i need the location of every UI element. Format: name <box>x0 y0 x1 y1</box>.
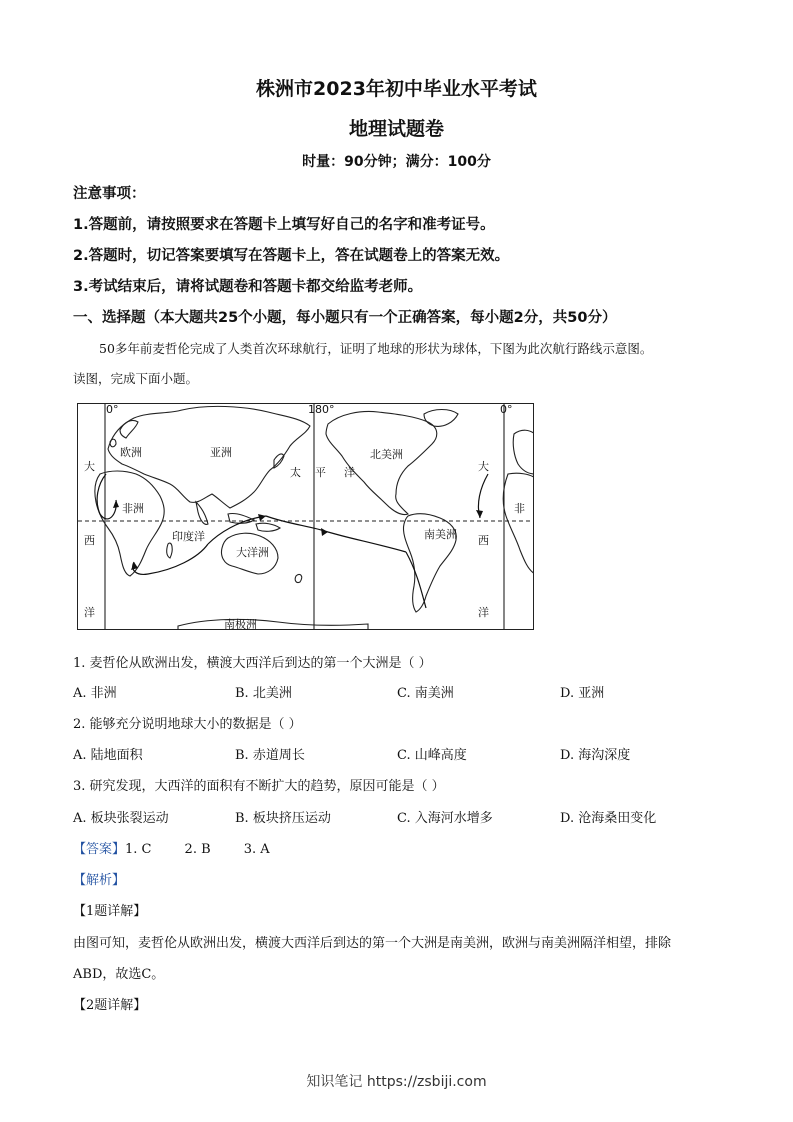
label-lon0-left: 0° <box>106 404 119 416</box>
label-antarctica: 南极洲 <box>224 618 257 630</box>
label-south-america: 南美洲 <box>424 528 457 541</box>
notice-heading: 注意事项： <box>73 186 146 202</box>
exam-title: 株洲市2023年初中毕业水平考试 <box>256 78 537 100</box>
label-europe: 欧洲 <box>120 446 142 459</box>
q2-option-c: C. 山峰高度 <box>397 748 467 763</box>
label-pacific-1: 太 <box>290 466 301 479</box>
label-asia: 亚洲 <box>210 446 232 459</box>
label-lon0-right: 0° <box>500 404 513 416</box>
q1-option-a: A. 非洲 <box>73 686 117 701</box>
label-atlantic-right-1: 大 <box>478 460 489 473</box>
arrow-5 <box>258 514 266 521</box>
q2-option-b: B. 赤道周长 <box>235 748 305 763</box>
antarctica-shape <box>178 619 368 630</box>
label-pacific-2: 平 <box>315 466 326 479</box>
exam-subtitle: 地理试题卷 <box>348 118 444 140</box>
notice-item-2: 2.答题时，切记答案要填写在答题卡上，答在试题卷上的答案无效。 <box>73 248 510 264</box>
question-3-stem: 3. 研究发现，大西洋的面积有不断扩大的趋势，原因可能是（ ） <box>73 779 445 794</box>
route-europe-out <box>97 474 116 519</box>
arrow-1 <box>113 500 119 508</box>
africa-right-shape <box>503 473 534 574</box>
q2-option-d: D. 海沟深度 <box>560 748 631 763</box>
britain-shape <box>110 439 116 447</box>
time-score: 时量：90分钟；满分：100分 <box>302 154 491 170</box>
intro-line-2: 读图，完成下面小题。 <box>73 371 199 386</box>
answer-values: 1. C 2. B 3. A <box>125 842 270 857</box>
label-north-america: 北美洲 <box>370 448 403 461</box>
question-1-stem: 1. 麦哲伦从欧洲出发，横渡大西洋后到达的第一个大洲是（ ） <box>73 656 432 671</box>
section-heading: 一、选择题（本大题共25个小题，每小题只有一个正确答案，每小题2分，共50分） <box>73 310 617 326</box>
notice-item-1: 1.答题前，请按照要求在答题卡上填写好自己的名字和准考证号。 <box>73 217 495 233</box>
route-pacific <box>266 516 406 552</box>
label-oceania: 大洋洲 <box>236 546 269 559</box>
footer-watermark: 知识笔记 https://zsbiji.com <box>306 1074 487 1090</box>
label-africa-right: 非 <box>514 502 525 515</box>
madagascar-shape <box>167 543 172 558</box>
label-pacific-3: 洋 <box>344 466 355 479</box>
europe-right-shape <box>513 430 534 474</box>
new-guinea-shape <box>256 523 280 531</box>
islands-shape <box>228 513 254 523</box>
greenland-shape <box>424 410 458 427</box>
answer-line <box>73 838 270 857</box>
q3-option-a: A. 板块张裂运动 <box>73 811 169 826</box>
q1-option-c: C. 南美洲 <box>397 686 454 701</box>
scandinavia-shape <box>120 420 138 438</box>
label-atlantic-left-3: 洋 <box>84 606 95 619</box>
intro-line-1: 50多年前麦哲伦完成了人类首次环球航行，证明了地球的形状为球体，下图为此次航行路线示意图。 <box>99 341 653 356</box>
voyage-route-map <box>77 403 534 630</box>
voyage-map-svg <box>78 404 534 630</box>
q3-option-c: C. 入海河水增多 <box>397 811 493 826</box>
q1-analysis-line-1: 由图可知，麦哲伦从欧洲出发，横渡大西洋后到达的第一个大洲是南美洲，欧洲与南美洲隔洋相望，排除 <box>73 936 672 951</box>
label-atlantic-left-2: 西 <box>84 534 95 547</box>
q1-analysis-line-2: ABD，故选C。 <box>73 967 165 982</box>
route-south-america <box>406 552 426 608</box>
new-zealand-shape <box>295 574 301 582</box>
north-america-shape <box>326 412 437 515</box>
q1-option-b: B. 北美洲 <box>235 686 292 701</box>
question-2-stem: 2. 能够充分说明地球大小的数据是（ ） <box>73 717 302 732</box>
answer-tag: 【答案】 <box>73 842 126 857</box>
q2-analysis-heading: 【2题详解】 <box>73 998 147 1013</box>
label-indian-ocean: 印度洋 <box>172 530 205 543</box>
label-atlantic-right-3: 洋 <box>478 606 489 619</box>
q1-analysis-heading: 【1题详解】 <box>73 904 147 919</box>
label-atlantic-left-1: 大 <box>84 460 95 473</box>
analysis-tag: 【解析】 <box>73 873 126 888</box>
notice-item-3: 3.考试结束后，请将试题卷和答题卡都交给监考老师。 <box>73 279 423 295</box>
arrow-3 <box>321 528 328 536</box>
label-atlantic-right-2: 西 <box>478 534 489 547</box>
arrow-4 <box>476 510 483 518</box>
q3-option-b: B. 板块挤压运动 <box>235 811 331 826</box>
route-indian-ocean <box>133 544 208 574</box>
q2-option-a: A. 陆地面积 <box>73 748 143 763</box>
route-se-asia <box>208 516 266 544</box>
label-lon180: 180° <box>308 404 335 416</box>
label-africa-left: 非洲 <box>122 502 144 515</box>
q1-option-d: D. 亚洲 <box>560 686 605 701</box>
q3-option-d: D. 沧海桑田变化 <box>560 811 657 826</box>
